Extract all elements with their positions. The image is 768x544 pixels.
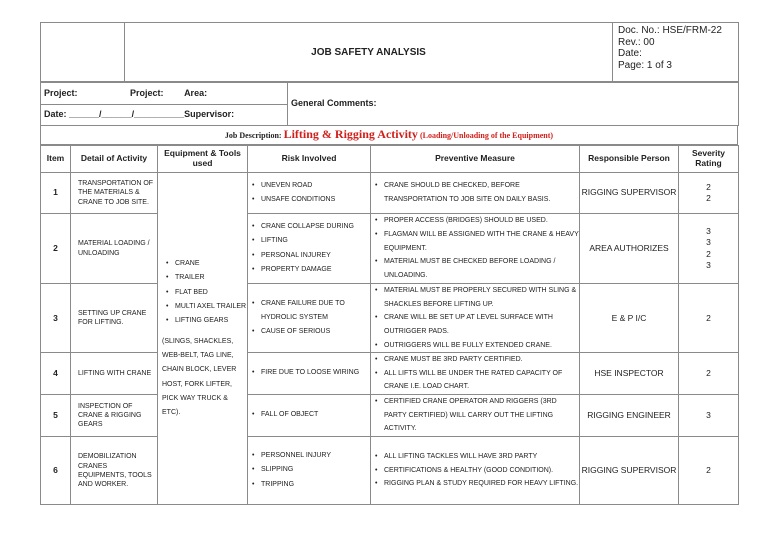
supervisor-label: Supervisor: <box>184 109 235 120</box>
activity-detail-text: LIFTING WITH CRANE <box>78 370 152 378</box>
item-number <box>41 214 71 284</box>
col-responsible: Responsible Person <box>580 146 679 173</box>
responsible-person <box>580 437 679 505</box>
measure-item: • ALL LIFTING TACKLES WILL HAVE 3RD PARTY <box>375 450 579 464</box>
item-number-text: 4 <box>53 368 58 379</box>
area-label: Area: <box>184 87 208 98</box>
job-description-label: Job Description: <box>224 131 284 141</box>
risk-cell <box>248 284 371 353</box>
severity-text: 2 <box>706 368 711 379</box>
table-row <box>41 353 739 395</box>
equipment-item: • LIFTING GEARS <box>166 314 247 328</box>
measure-item: • CERTIFICATIONS & HEALTHY (GOOD CONDITION). <box>375 464 579 478</box>
risk-item: • FIRE DUE TO LOOSE WIRING <box>252 366 370 380</box>
risk-cell <box>248 437 371 505</box>
measure-item: • CERTIFIED CRANE OPERATOR AND RIGGERS (3RD PARTY CERTIFIED) WILL CARRY OUT THE LIFTING ACTIVITY. <box>375 395 579 436</box>
table-row <box>41 173 739 214</box>
page-number: Page: 1 of 3 <box>618 59 672 71</box>
severity-rating <box>679 214 739 284</box>
general-comments-label: General Comments: <box>291 98 377 109</box>
header-table <box>40 22 739 82</box>
preventive-cell <box>371 173 580 214</box>
general-comments[interactable] <box>288 83 739 126</box>
responsible-person <box>580 353 679 395</box>
measure-item: • MATERIAL MUST BE CHECKED BEFORE LOADING / UNLOADING. <box>375 255 579 282</box>
risk-item: • PERSONNEL INJURY <box>252 449 370 463</box>
info-table <box>40 82 739 126</box>
jsa-table <box>40 145 739 505</box>
project-label: Project: <box>44 87 78 98</box>
responsible-person <box>580 395 679 437</box>
project-label-2: Project: <box>130 87 164 98</box>
responsible-text: HSE INSPECTOR <box>594 368 664 379</box>
activity-detail <box>71 173 158 214</box>
severity-text: 3 3 2 3 <box>706 226 711 270</box>
risk-item: • CRANE FAILURE DUE TO HYDROLIC SYSTEM <box>252 297 370 326</box>
activity-detail-text: INSPECTION OF CRANE & RIGGING GEARS <box>78 402 142 429</box>
responsible-person <box>580 214 679 284</box>
project-field[interactable] <box>41 83 288 105</box>
item-number-text: 3 <box>53 312 58 323</box>
risk-cell <box>248 395 371 437</box>
measure-item: • FLAGMAN WILL BE ASSIGNED WITH THE CRANE & HEAVY EQUIPMENT. <box>375 228 579 255</box>
severity-rating <box>679 284 739 353</box>
risk-item: • PERSONAL INJUREY <box>252 249 370 263</box>
col-risk: Risk Involved <box>248 146 371 173</box>
responsible-text: RIGGING ENGINEER <box>587 410 671 421</box>
severity-text: 3 <box>706 410 711 421</box>
doc-number: Doc. No.: HSE/FRM-22 <box>618 25 722 36</box>
item-number-text: 2 <box>53 242 58 253</box>
preventive-cell <box>371 214 580 284</box>
equipment-item: • MULTI AXEL TRAILER <box>166 300 247 314</box>
activity-detail-text: SETTING UP CRANE FOR LIFTING. <box>78 310 147 327</box>
job-description <box>41 126 738 145</box>
responsible-person <box>580 173 679 214</box>
date-label: Date: ______/______/__________ <box>44 109 185 120</box>
doc-date: Date: <box>618 48 642 59</box>
responsible-text: RIGGING SUPERVISOR <box>581 187 677 198</box>
severity-rating <box>679 173 739 214</box>
activity-detail <box>71 284 158 353</box>
severity-text: 2 <box>706 465 711 476</box>
responsible-person <box>580 284 679 353</box>
responsible-text: AREA AUTHORIZES <box>589 242 669 253</box>
risk-item: • CAUSE OF SERIOUS <box>252 325 370 339</box>
measure-item: • PROPER ACCESS (BRIDGES) SHOULD BE USED. <box>375 214 579 228</box>
equipment-item: • TRAILER <box>166 271 247 285</box>
responsible-text: E & P I/C <box>611 312 647 323</box>
col-preventive: Preventive Measure <box>371 146 580 173</box>
doc-info <box>613 23 739 82</box>
job-activity-detail: (Loading/Unloading of the Equipment) <box>417 131 554 141</box>
risk-cell <box>248 173 371 214</box>
risk-item: • UNSAFE CONDITIONS <box>252 193 370 207</box>
item-number-text: 6 <box>53 465 58 476</box>
risk-cell <box>248 353 371 395</box>
equipment-note: (SLINGS, SHACKLES, WEB-BELT, TAG LINE, CHAIN BLOCK, LEVER HOST, FORK LIFTER, PICK WAY TRUCK & ETC). <box>162 337 237 417</box>
column-headers <box>41 146 739 173</box>
severity-rating <box>679 353 739 395</box>
risk-item: • SLIPPING <box>252 463 370 477</box>
table-row <box>41 437 739 505</box>
col-detail: Detail of Activity <box>71 146 158 173</box>
date-supervisor-field[interactable] <box>41 105 288 126</box>
responsible-text: RIGGING SUPERVISOR <box>581 465 677 476</box>
activity-detail <box>71 353 158 395</box>
table-row <box>41 214 739 284</box>
job-activity: Lifting & Rigging Activity <box>283 127 418 142</box>
activity-detail <box>71 437 158 505</box>
measure-item: • RIGGING PLAN & STUDY REQUIRED FOR HEAVY LIFTING. <box>375 477 579 491</box>
measure-item: • MATERIAL MUST BE PROPERLY SECURED WITH SLING & SHACKLES BEFORE LIFTING UP. <box>375 284 579 311</box>
equipment-item: • CRANE <box>166 257 247 271</box>
item-number-text: 5 <box>53 410 58 421</box>
activity-detail <box>71 214 158 284</box>
measure-item: • ALL LIFTS WILL BE UNDER THE RATED CAPACITY OF CRANE I.E. LOAD CHART. <box>375 367 579 394</box>
preventive-cell <box>371 353 580 395</box>
measure-item: • OUTRIGGERS WILL BE FULLY EXTENDED CRANE. <box>375 339 579 353</box>
risk-item: • TRIPPING <box>252 478 370 492</box>
revision: Rev.: 00 <box>618 36 655 48</box>
risk-cell <box>248 214 371 284</box>
item-number <box>41 173 71 214</box>
preventive-cell <box>371 284 580 353</box>
table-row <box>41 395 739 437</box>
col-equipment: Equipment & Tools used <box>158 146 248 173</box>
document-title: JOB SAFETY ANALYSIS <box>125 23 613 82</box>
measure-item: • CRANE SHOULD BE CHECKED, BEFORE TRANSPORTATION TO JOB SITE ON DAILY BASIS. <box>375 179 579 206</box>
logo-cell <box>41 23 125 82</box>
activity-detail-text: MATERIAL LOADING / UNLOADING <box>78 240 150 257</box>
risk-item: • FALL OF OBJECT <box>252 408 370 422</box>
item-number-text: 1 <box>53 187 58 198</box>
activity-detail <box>71 395 158 437</box>
activity-detail-text: TRANSPORTATION OF THE MATERIALS & CRANE TO JOB SITE. <box>78 180 154 206</box>
severity-text: 2 2 <box>706 181 711 203</box>
item-number <box>41 395 71 437</box>
measure-item: • CRANE WILL BE SET UP AT LEVEL SURFACE WITH OUTRIGGER PADS. <box>375 311 579 338</box>
equipment-item: • FLAT BED <box>166 286 247 300</box>
table-row <box>41 284 739 353</box>
preventive-cell <box>371 437 580 505</box>
severity-rating <box>679 395 739 437</box>
equipment-cell <box>158 173 248 505</box>
col-item: Item <box>41 146 71 173</box>
item-number <box>41 437 71 505</box>
item-number <box>41 284 71 353</box>
risk-item: • PROPERTY DAMAGE <box>252 263 370 277</box>
risk-item: • UNEVEN ROAD <box>252 179 370 193</box>
col-severity: Severity Rating <box>679 146 739 173</box>
preventive-cell <box>371 395 580 437</box>
item-number <box>41 353 71 395</box>
risk-item: • CRANE COLLAPSE DURING <box>252 220 370 234</box>
severity-text: 2 <box>706 312 711 323</box>
activity-detail-text: DEMOBILIZATION CRANES EQUIPMENTS, TOOLS AND WORKER. <box>78 453 152 488</box>
severity-rating <box>679 437 739 505</box>
measure-item: • CRANE MUST BE 3RD PARTY CERTIFIED. <box>375 353 579 367</box>
risk-item: • LIFTING <box>252 234 370 248</box>
job-description-table <box>40 125 738 145</box>
